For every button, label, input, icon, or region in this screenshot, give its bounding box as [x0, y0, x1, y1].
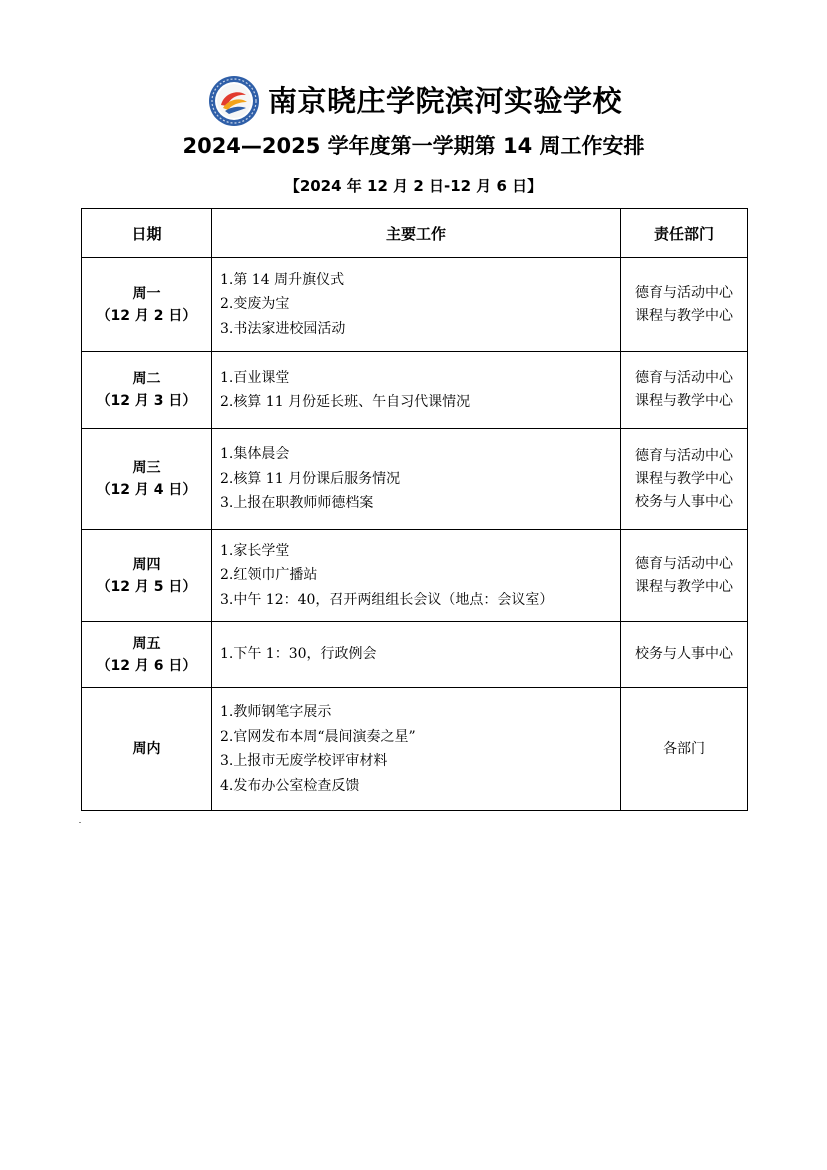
task-item: 1.集体晨会: [220, 446, 290, 463]
task-item: 3.上报市无废学校评审材料: [220, 753, 388, 769]
dept-cell: [621, 622, 748, 688]
column-header-work: 主要工作: [212, 209, 621, 258]
task-item: 3.上报在职教师师德档案: [220, 495, 374, 512]
date-label: （12 月 3 日）: [96, 393, 197, 409]
work-cell: [212, 352, 621, 429]
table-row: [82, 530, 748, 622]
day-cell: [82, 258, 212, 352]
page-mark: [79, 822, 81, 823]
dept-cell: [621, 688, 748, 811]
task-item: 1.教师钢笔字展示: [220, 704, 332, 720]
date-range: 【2024 年 12 月 2 日-12 月 6 日】: [284, 177, 543, 195]
day-label: 周一: [132, 285, 161, 302]
task-item: 1.下午 1：30，行政例会: [220, 646, 377, 663]
task-item: 1.百业课堂: [220, 369, 290, 386]
dept-item: 各部门: [663, 740, 705, 757]
school-emblem-icon: [208, 75, 260, 127]
day-cell: [82, 688, 212, 811]
date-label: （12 月 2 日）: [96, 307, 197, 324]
task-item: 4.发布办公室检查反馈: [220, 777, 360, 794]
task-item: 3.中午 12：40，召开两组组长会议（地点：会议室）: [220, 591, 554, 608]
day-label: 周四: [132, 556, 161, 573]
table-row: [82, 622, 748, 688]
school-name: 南京晓庄学院滨河实验学校: [268, 84, 623, 118]
table-row: [82, 352, 748, 429]
dept-item: 德育与活动中心: [635, 284, 733, 301]
work-cell: [212, 622, 621, 688]
day-label: 周内: [132, 741, 161, 757]
task-item: 2.红领巾广播站: [220, 567, 318, 584]
table-row: [82, 688, 748, 811]
page-title: 2024—2025 学年度第一学期第 14 周工作安排: [182, 134, 645, 158]
document-header: [0, 72, 827, 132]
day-label: 周三: [132, 460, 161, 476]
task-item: 1.家长学堂: [220, 542, 290, 559]
task-item: 2.官网发布本周“晨间演奏之星”: [220, 728, 416, 745]
day-label: 周五: [132, 635, 161, 652]
dept-item: 德育与活动中心: [635, 555, 733, 572]
date-label: （12 月 5 日）: [96, 578, 197, 595]
task-item: 2.核算 11 月份延长班、午自习代课情况: [220, 394, 471, 410]
dept-cell: [621, 429, 748, 530]
dept-cell: [621, 530, 748, 622]
task-item: 1.第 14 周升旗仪式: [220, 271, 345, 288]
day-label: 周二: [132, 371, 161, 387]
table-row: [82, 429, 748, 530]
dept-item: 课程与教学中心: [635, 470, 733, 487]
dept-item: 德育与活动中心: [635, 447, 733, 464]
day-cell: [82, 352, 212, 429]
table-row: [82, 258, 748, 352]
work-cell: [212, 258, 621, 352]
dept-item: 课程与教学中心: [635, 393, 733, 409]
day-cell: [82, 429, 212, 530]
column-header-day: 日期: [82, 209, 212, 258]
table-header-row: [82, 209, 748, 258]
day-cell: [82, 622, 212, 688]
task-item: 2.变废为宝: [220, 296, 290, 313]
dept-cell: [621, 258, 748, 352]
schedule-table: [81, 208, 748, 811]
day-cell: [82, 530, 212, 622]
work-cell: [212, 429, 621, 530]
task-item: 3.书法家进校园活动: [220, 320, 346, 337]
date-label: （12 月 4 日）: [96, 482, 197, 498]
dept-item: 校务与人事中心: [635, 646, 733, 662]
dept-cell: [621, 352, 748, 429]
column-header-dept: 责任部门: [621, 209, 748, 258]
dept-item: 课程与教学中心: [635, 307, 733, 324]
dept-item: 校务与人事中心: [635, 493, 733, 510]
date-label: （12 月 6 日）: [96, 657, 197, 674]
work-cell: [212, 530, 621, 622]
task-item: 2.核算 11 月份课后服务情况: [220, 470, 401, 487]
work-cell: [212, 688, 621, 811]
dept-item: 课程与教学中心: [635, 578, 733, 595]
dept-item: 德育与活动中心: [635, 370, 733, 386]
